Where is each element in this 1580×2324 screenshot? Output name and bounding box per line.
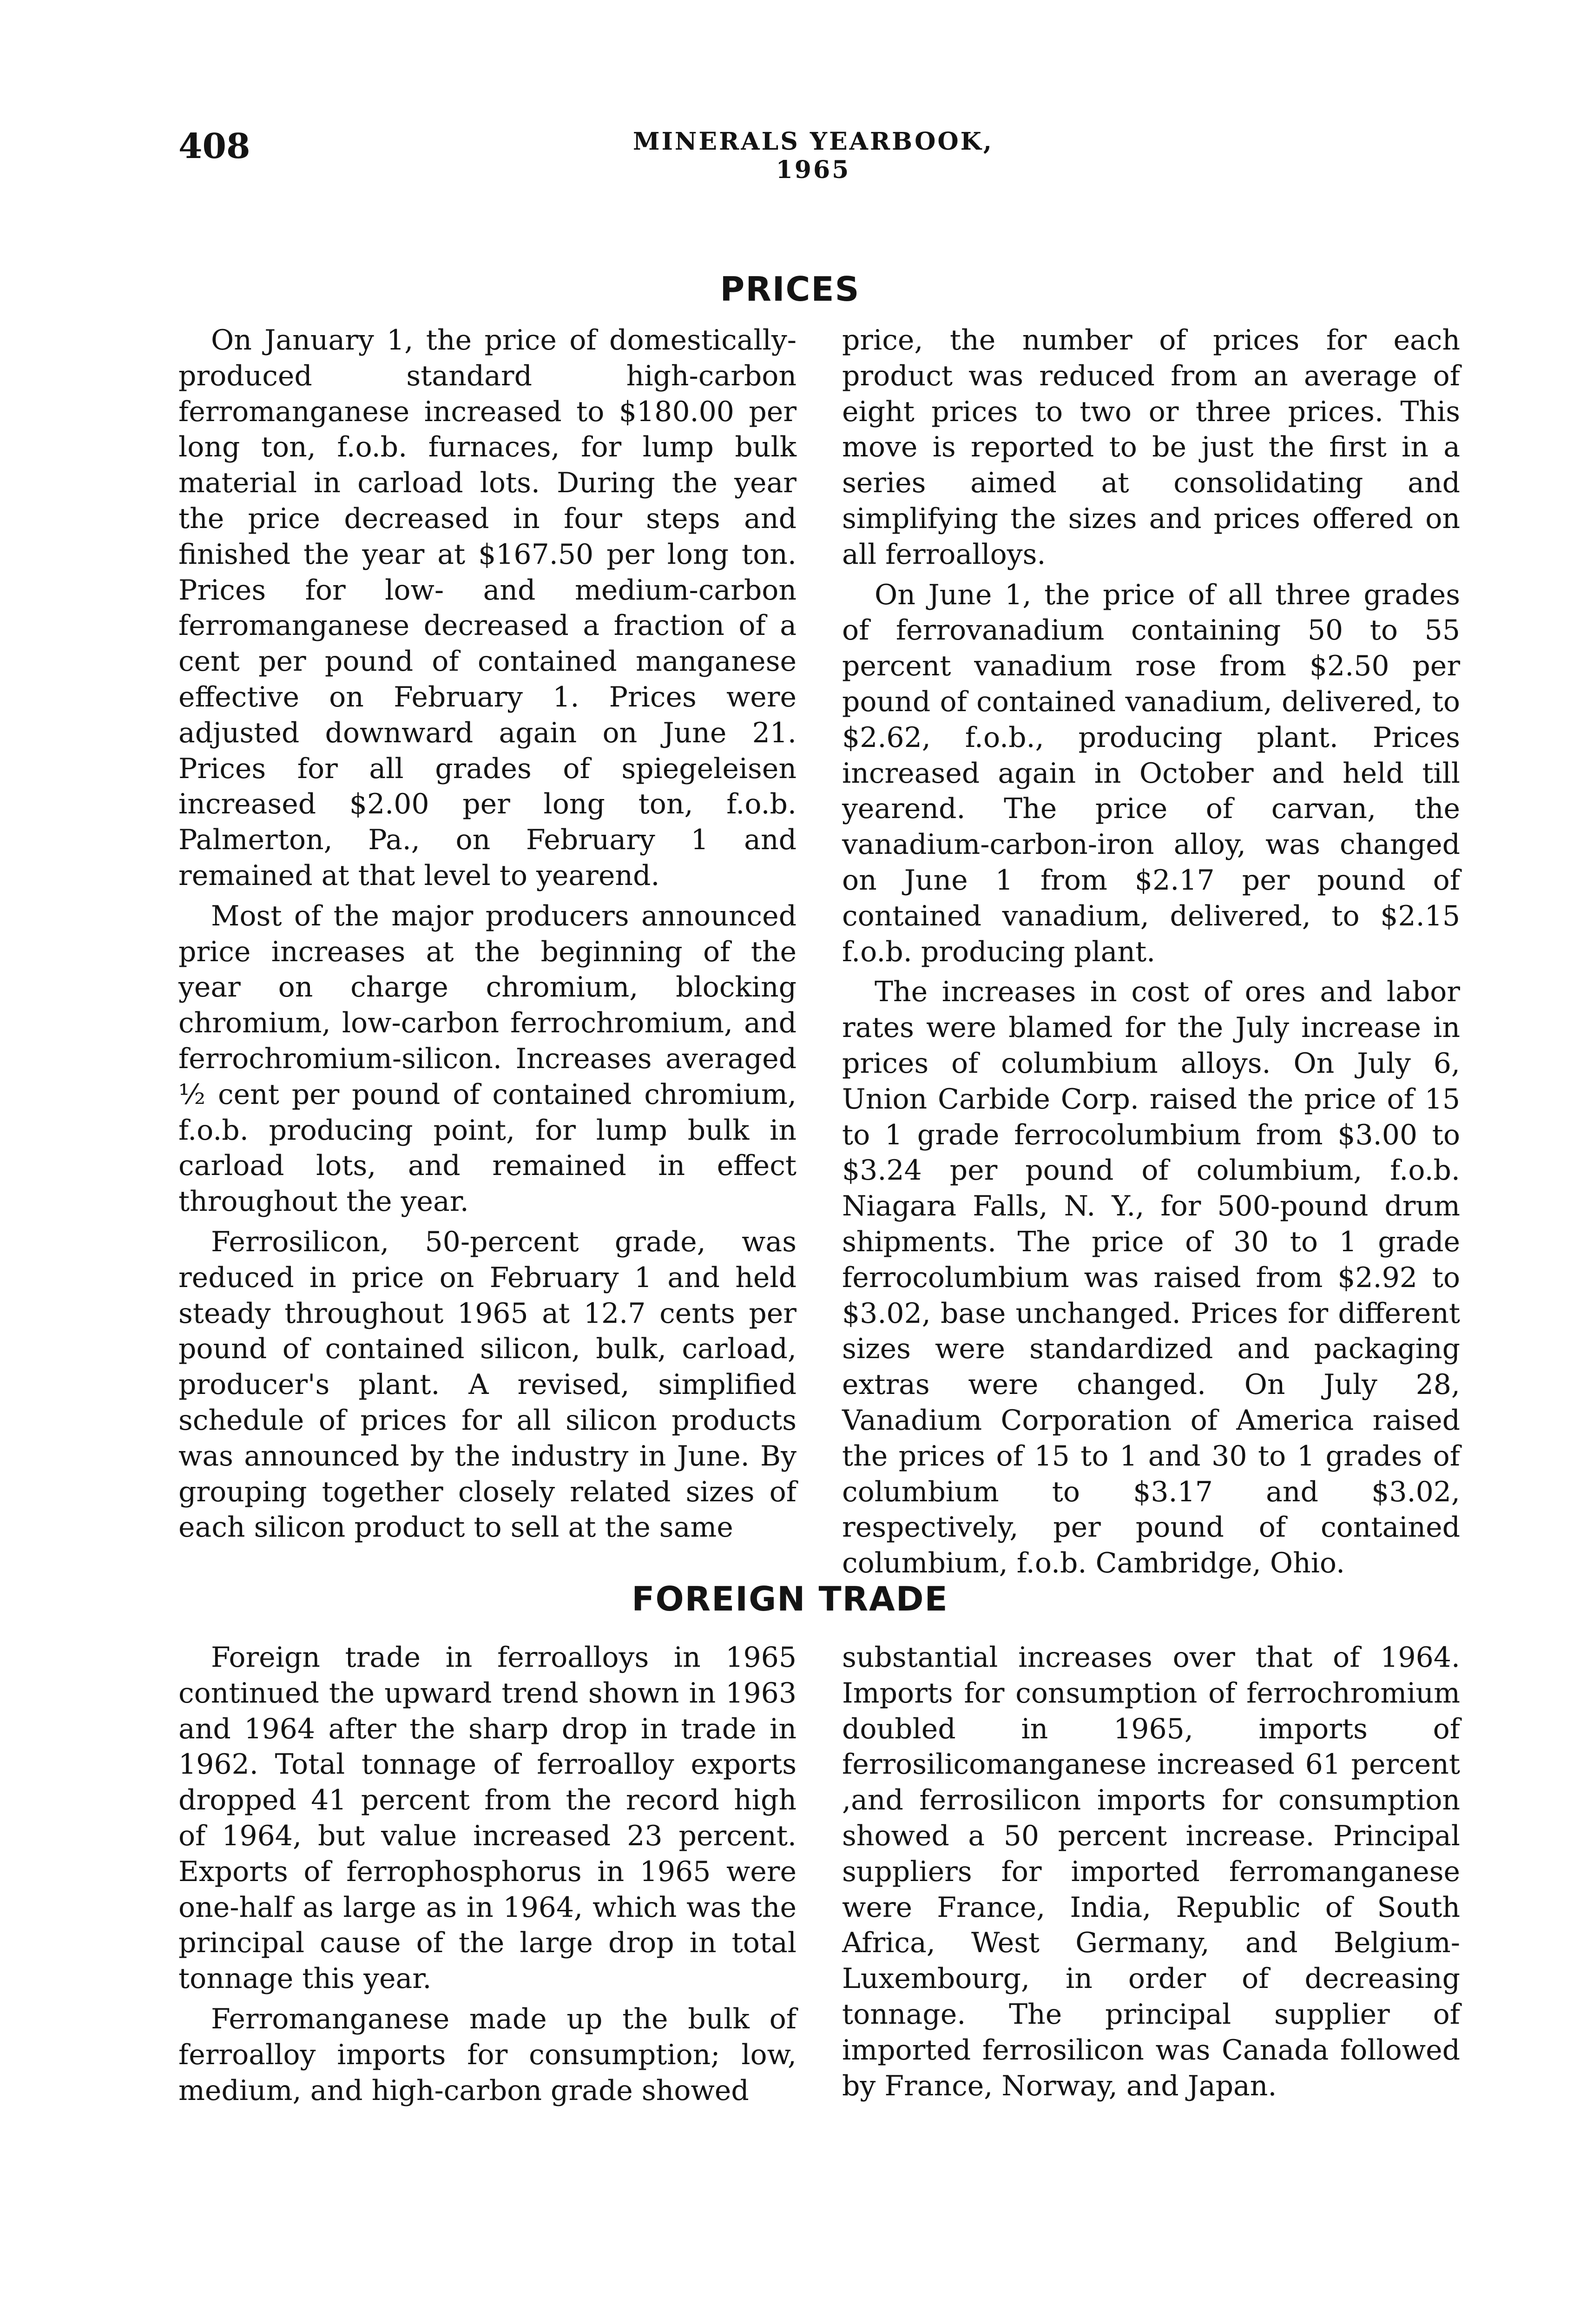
section-heading-foreign-trade: FOREIGN TRADE [632, 1579, 948, 1618]
paragraph: Ferromanganese made up the bulk of ferroalloy imports for consumption; low, medium, and high-carbon grade showed [178, 2002, 797, 2107]
paragraph: The increases in cost of ores and labor rates were blamed for the July increase in prices of columbium alloys. On July 6, Union Carbide Corp. raised the price of 15 to 1 grade ferrocolumbium from $3.00 to $3.24 per pound of columbium, f.o.b. Niagara Falls, N. Y., for 500-pound drum shipments. The price of 30 to 1 grade ferrocolumbium was raised from $2.92 to $3.02, base unchanged. Prices for different sizes were standardized and packaging extras were changed. On July 28, Vanadium Corporation of America raised the prices of 15 to 1 and 30 to 1 grades of columbium to $3.17 and $3.02, respectively, per pound of contained columbium, f.o.b. Cambridge, Ohio. [842, 976, 1460, 1580]
paragraph: Most of the major producers announced price increases at the beginning of the year on charge chromium, blocking chromium, low-carbon ferrochromium, and ferrochromium-silicon. Increases averaged ½ cent per pound of contained chromium, f.o.b. producing point, for lump bulk in carload lots, and remained in effect throughout the year. [178, 899, 797, 1218]
foreign-trade-left-column [178, 1640, 797, 2108]
paragraph: On June 1, the price of all three grades of ferrovanadium containing 50 to 55 percent vanadium rose from $2.50 per pound of contained vanadium, delivered, to $2.62, f.o.b., producing plant. Prices increased again in October and held till yearend. The price of carvan, the vanadium-carbon-iron alloy, was changed on June 1 from $2.17 per pound of contained vanadium, delivered, to $2.15 f.o.b. producing plant. [842, 578, 1460, 968]
section-heading-prices: PRICES [720, 270, 860, 309]
paragraph: price, the number of prices for each product was reduced from an average of eight prices to two or three prices. This move is reported to be just the first in a series aimed at consolidating and simplifying the sizes and prices offered on all ferroalloys. [842, 324, 1460, 571]
paragraph: On January 1, the price of domestically-produced standard high-carbon ferromanganese increased to $180.00 per long ton, f.o.b. furnaces, for lump bulk material in carload lots. During the year the price decreased in four steps and finished the year at $167.50 per long ton. Prices for low- and medium-carbon ferromanganese decreased a fraction of a cent per pound of contained manganese effective on February 1. Prices were adjusted downward again on June 21. Prices for all grades of spiegeleisen increased $2.00 per long ton, f.o.b. Palmerton, Pa., on February 1 and remained at that level to yearend. [178, 324, 797, 892]
running-title: MINERALS YEARBOOK, 1965 [633, 127, 994, 184]
prices-left-column [178, 323, 797, 1545]
foreign-trade-right-column [842, 1640, 1460, 2104]
page-number: 408 [178, 126, 250, 166]
paragraph: substantial increases over that of 1964. Imports for consumption of ferrochromium doubled in 1965, imports of ferrosilicomanganese increased 61 percent ,and ferrosilicon imports for consumption showed a 50 percent increase. Principal suppliers for imported ferromanganese were France, India, Republic of South Africa, West Germany, and Belgium-Luxembourg, in order of decreasing tonnage. The principal supplier of imported ferrosilicon was Canada followed by France, Norway, and Japan. [842, 1641, 1460, 2102]
paragraph: Foreign trade in ferroalloys in 1965 continued the upward trend shown in 1963 and 1964 after the sharp drop in trade in 1962. Total tonnage of ferroalloy exports dropped 41 percent from the record high of 1964, but value increased 23 percent. Exports of ferrophosphorus in 1965 were one-half as large as in 1964, which was the principal cause of the large drop in total tonnage this year. [178, 1641, 797, 1995]
paragraph: Ferrosilicon, 50-percent grade, was reduced in price on February 1 and held steady throughout 1965 at 12.7 cents per pound of contained silicon, bulk, carload, producer's plant. A revised, simplified schedule of prices for all silicon products was announced by the industry in June. By grouping together closely related sizes of each silicon product to sell at the same [178, 1225, 797, 1544]
prices-right-column [842, 323, 1460, 1581]
